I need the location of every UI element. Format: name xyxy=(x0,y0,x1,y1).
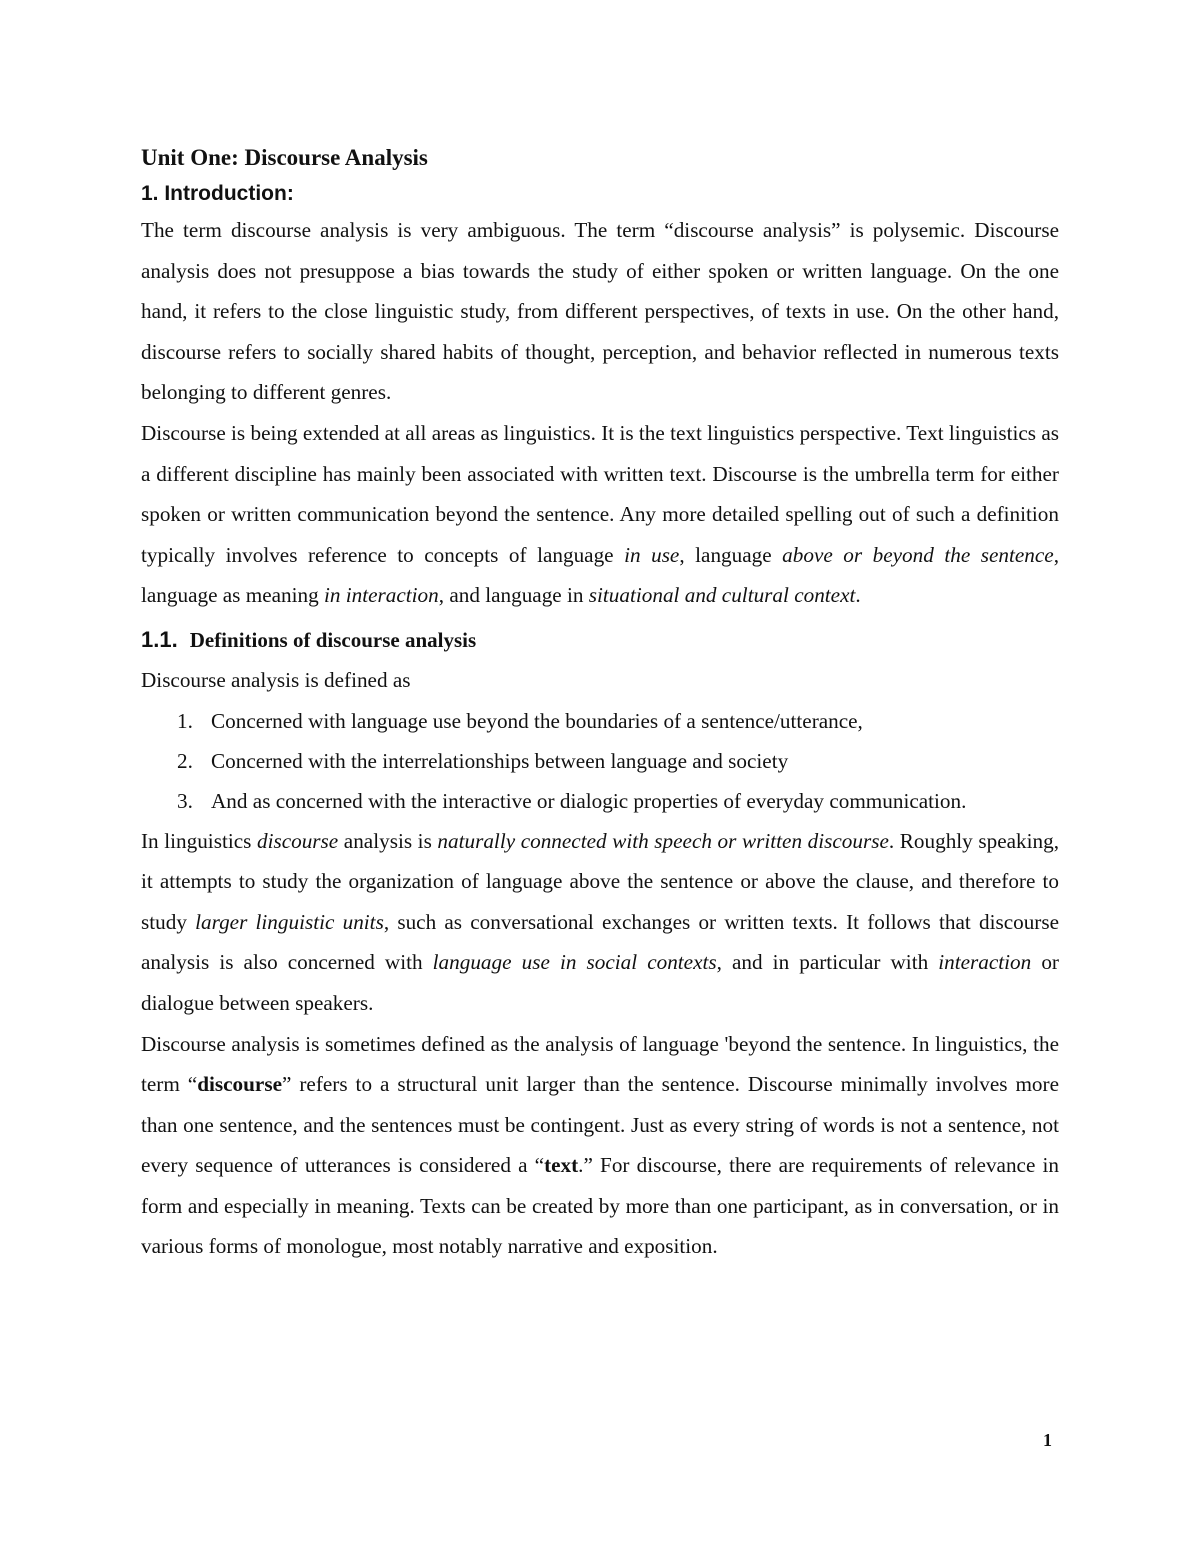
list-item: 3. And as concerned with the interactive or dialogic properties of everyday communication. xyxy=(177,788,967,813)
document-title: Unit One: Discourse Analysis xyxy=(141,145,428,170)
section-number: 1.1. xyxy=(141,626,178,652)
list-item: 2. Concerned with the interrelationships between language and society xyxy=(177,748,789,773)
paragraph-3: In linguistics discourse analysis is naturally connected with speech or written discourse. Roughly speaking, it attempts to study the organization of language above the sentence or above the clause, and therefore to study larger linguistic units, such as conversational exchanges or written texts. It follows that discourse analysis is also concerned with language use in social contexts, and in particular with interaction or dialogue between speakers. xyxy=(141,828,1059,1015)
definitions-list xyxy=(141,701,1059,821)
definitions-intro: Discourse analysis is defined as xyxy=(141,667,411,692)
section-heading-introduction: 1. Introduction: xyxy=(141,182,294,205)
list-item: 1. Concerned with language use beyond the boundaries of a sentence/utterance, xyxy=(177,708,863,733)
section-title: Definitions of discourse analysis xyxy=(189,627,477,652)
page-content xyxy=(141,138,1059,1267)
section-heading-definitions xyxy=(141,620,1059,660)
paragraph-2: Discourse is being extended at all areas as linguistics. It is the text linguistics perspective. Text linguistics as a different discipline has mainly been associated with written text. Discourse is the umbrella term for either spoken or written communication beyond the sentence. Any more detailed spelling out of such a definition typically involves reference to concepts of language in use, language above or beyond the sentence, language as meaning in interaction, and language in situational and cultural context. xyxy=(141,420,1059,608)
paragraph-1: The term discourse analysis is very ambiguous. The term “discourse analysis” is polysemic. Discourse analysis does not presuppose a bias towards the study of either spoken or written language. On the one hand, it refers to the close linguistic study, from different perspectives, of texts in use. On the other hand, discourse refers to socially shared habits of thought, perception, and behavior reflected in numerous texts belonging to different genres. xyxy=(141,218,1059,405)
page-number: 1 xyxy=(1043,1430,1052,1450)
paragraph-4: Discourse analysis is sometimes defined as the analysis of language 'beyond the sentence. In linguistics, the term “discourse” refers to a structural unit larger than the sentence. Discourse minimally involves more than one sentence, and the sentences must be contingent. Just as every string of words is not a sentence, not every sequence of utterances is considered a “text.” For discourse, there are requirements of relevance in form and especially in meaning. Texts can be created by more than one participant, as in conversation, or in various forms of monologue, most notably narrative and exposition. xyxy=(141,1031,1059,1259)
